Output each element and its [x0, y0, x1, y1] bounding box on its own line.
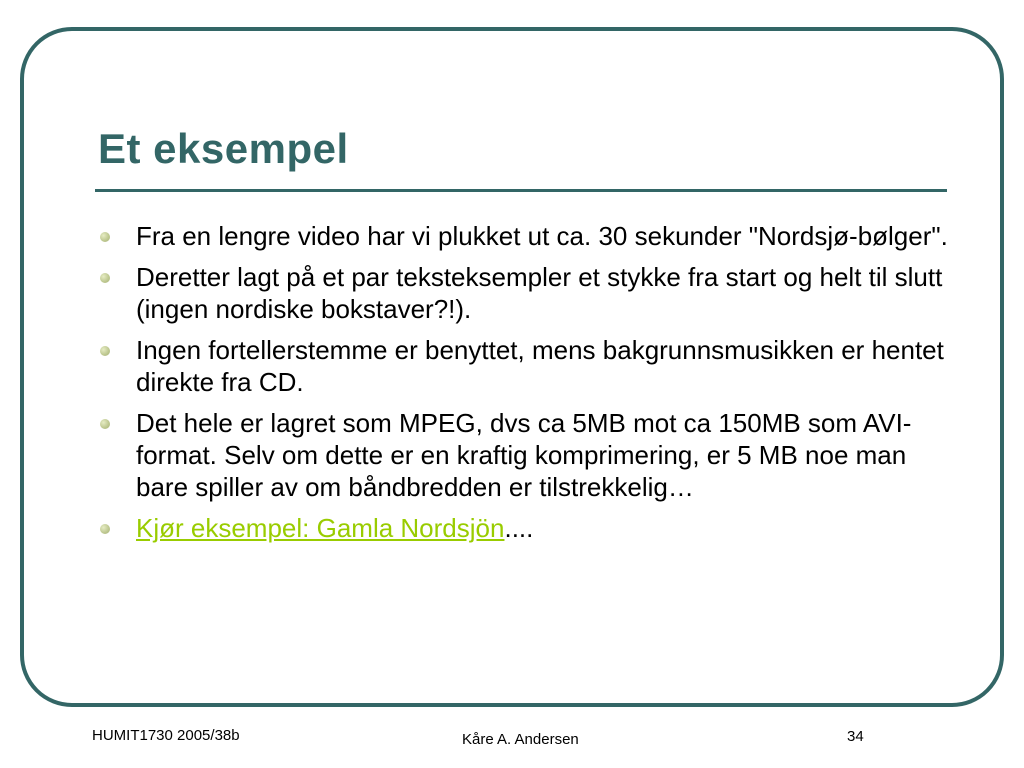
bullet-item [98, 512, 948, 544]
bullet-text: Ingen fortellerstemme er benyttet, mens bakgrunnsmusikken er hentet direkte fra CD. [136, 335, 944, 397]
footer-author: Kåre A. Andersen [462, 731, 579, 748]
bullet-text: Deretter lagt på et par teksteksempler et stykke fra start og helt til slutt (ingen nordiske bokstaver?!). [136, 262, 943, 324]
example-link[interactable]: Kjør eksempel: Gamla Nordsjön [136, 513, 505, 543]
footer-page-number: 34 [847, 728, 864, 745]
bullet-text: Det hele er lagret som MPEG, dvs ca 5MB mot ca 150MB som AVI-format. Selv om dette er en kraftig komprimering, er 5 MB noe man bare spiller av om båndbredden er tilstrekkelig… [136, 408, 912, 502]
bullet-item [98, 407, 948, 503]
title-underline [95, 189, 947, 192]
bullet-item [98, 220, 948, 252]
bullet-text: Fra en lengre video har vi plukket ut ca. 30 sekunder "Nordsjø-bølger". [136, 221, 948, 251]
bullet-icon [100, 273, 110, 283]
bullet-icon [100, 346, 110, 356]
bullet-icon [100, 419, 110, 429]
bullet-icon [100, 524, 110, 534]
slide-title: Et eksempel [98, 125, 349, 172]
link-suffix: .... [504, 513, 534, 543]
bullet-item [98, 334, 948, 398]
bullet-icon [100, 232, 110, 242]
bullet-list [98, 220, 948, 553]
bullet-item [98, 261, 948, 325]
footer-course-code: HUMIT1730 2005/38b [92, 727, 240, 744]
